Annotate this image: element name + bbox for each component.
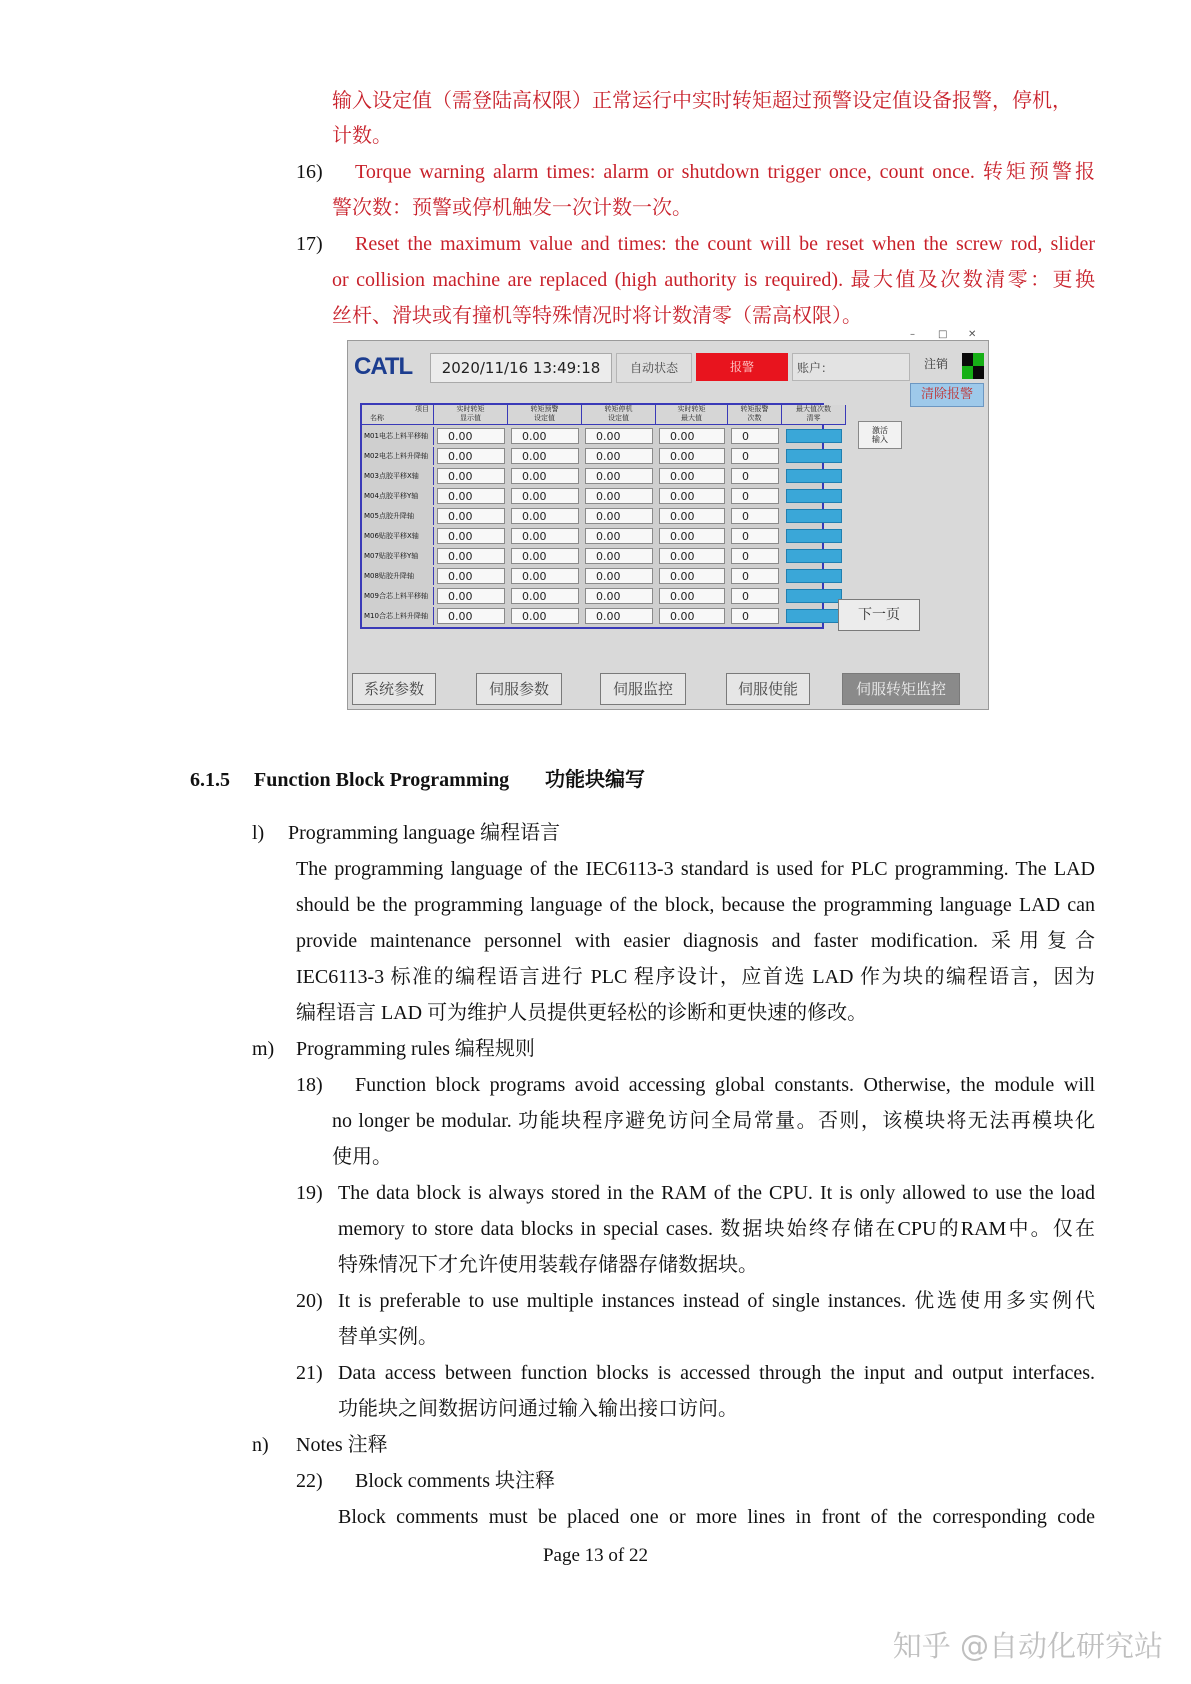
reset-max-button[interactable]	[786, 429, 842, 443]
torque-value-cell: 0.00	[659, 588, 725, 604]
torque-value-cell[interactable]: 0.00	[585, 568, 653, 584]
item-l-title: Programming language 编程语言	[288, 822, 561, 844]
item-22-number: 22)	[296, 1470, 323, 1492]
torque-table	[360, 403, 831, 629]
item-17-line-2: or collision machine are replaced (high authority is required). 最大值及次数清零：更换	[332, 269, 1095, 291]
intro-line-1: 输入设定值（需登陆高权限）正常运行中实时转矩超过预警设定值设备报警，停机，	[332, 90, 1072, 112]
hmi-tab[interactable]: 系统参数	[352, 673, 436, 705]
item-20-line-1: It is preferable to use multiple instances instead of single instances. 优选使用多实例代	[338, 1290, 1095, 1312]
torque-value-cell[interactable]: 0.00	[511, 448, 579, 464]
torque-value-cell: 0.00	[659, 548, 725, 564]
hmi-top-bar	[348, 353, 988, 383]
item-m-title: Programming rules 编程规则	[296, 1038, 535, 1060]
torque-value-cell[interactable]: 0.00	[511, 508, 579, 524]
table-row-name: M07贴胶平移Y轴	[362, 547, 434, 565]
torque-value-cell[interactable]: 0.00	[585, 528, 653, 544]
torque-value-cell: 0.00	[437, 548, 505, 564]
reset-max-button[interactable]	[786, 549, 842, 563]
item-16-line-1: Torque warning alarm times: alarm or shutdown trigger once, count once. 转矩预警报	[355, 161, 1095, 183]
item-l-label: l)	[252, 822, 265, 844]
item-l-para-4: IEC6113-3 标准的编程语言进行 PLC 程序设计，应首选 LAD 作为块的编程语言，因为	[296, 966, 1095, 988]
torque-value-cell[interactable]: 0.00	[511, 568, 579, 584]
section-number: 6.1.5	[190, 769, 230, 791]
item-19-line-1: The data block is always stored in the RAM of the CPU. It is only allowed to use the load	[338, 1182, 1095, 1204]
torque-value-cell: 0.00	[659, 488, 725, 504]
clear-alarm-button[interactable]: 清除报警	[910, 383, 984, 407]
torque-value-cell: 0.00	[659, 568, 725, 584]
table-column-header: 实时转矩 显示值	[434, 405, 508, 425]
reset-max-button[interactable]	[786, 589, 842, 603]
reset-max-button[interactable]	[786, 509, 842, 523]
item-l-para-5: 编程语言 LAD 可为维护人员提供更轻松的诊断和更快速的修改。	[296, 1002, 868, 1024]
item-l-para-3: provide maintenance personnel with easier diagnosis and faster modification. 采用复合	[296, 930, 1095, 952]
torque-value-cell: 0.00	[659, 468, 725, 484]
item-18-line-1: Function block programs avoid accessing global constants. Otherwise, the module will	[355, 1074, 1095, 1096]
table-row-name: M09合芯上料平移轴	[362, 587, 434, 605]
table-row-name: M08贴胶升降轴	[362, 567, 434, 585]
account-label: 账户：	[792, 353, 910, 381]
minimize-icon[interactable]: –	[910, 329, 915, 340]
auto-state-label: 自动状态	[616, 353, 692, 383]
hmi-tab[interactable]: 伺服监控	[600, 673, 686, 705]
item-18-line-3: 使用。	[332, 1146, 392, 1168]
hmi-tab[interactable]: 伺服转矩监控	[842, 673, 960, 705]
item-19-line-3: 特殊情况下才允许使用装载存储器存储数据块。	[338, 1254, 758, 1276]
item-n-title: Notes 注释	[296, 1434, 388, 1456]
torque-value-cell[interactable]: 0.00	[585, 468, 653, 484]
hmi-screenshot	[347, 329, 989, 710]
table-column-header: 转矩停机 设定值	[582, 405, 656, 425]
alarm-count-cell: 0	[731, 508, 779, 524]
reset-max-button[interactable]	[786, 489, 842, 503]
table-column-header: 转矩预警 设定值	[508, 405, 582, 425]
table-row-name: M06贴胶平移X轴	[362, 527, 434, 545]
alarm-count-cell: 0	[731, 548, 779, 564]
alarm-count-cell: 0	[731, 468, 779, 484]
torque-value-cell: 0.00	[437, 448, 505, 464]
torque-value-cell[interactable]: 0.00	[511, 588, 579, 604]
alarm-count-cell: 0	[731, 448, 779, 464]
table-corner-header: 项目 名称	[362, 405, 434, 425]
table-column-header: 最大值次数 清零	[782, 405, 846, 425]
item-l-para-1: The programming language of the IEC6113-3 standard is used for PLC programming. The LAD	[296, 858, 1095, 880]
logout-button[interactable]: 注销	[923, 357, 948, 371]
alarm-count-cell: 0	[731, 528, 779, 544]
item-n-label: n)	[252, 1434, 269, 1456]
next-page-button[interactable]: 下一页	[838, 599, 920, 631]
torque-value-cell: 0.00	[437, 508, 505, 524]
torque-value-cell[interactable]: 0.00	[585, 488, 653, 504]
alarm-count-cell: 0	[731, 568, 779, 584]
torque-value-cell[interactable]: 0.00	[585, 508, 653, 524]
item-17-number: 17)	[296, 233, 323, 255]
item-21-line-1: Data access between function blocks is accessed through the input and output interfaces.	[338, 1362, 1095, 1384]
activate-input-button[interactable]: 激活 输入	[858, 421, 902, 449]
reset-max-button[interactable]	[786, 569, 842, 583]
item-17-line-3: 丝杆、滑块或有撞机等特殊情况时将计数清零（需高权限）。	[332, 305, 862, 327]
item-l-para-2: should be the programming language of the block, because the programming language LAD can	[296, 894, 1095, 916]
item-19-line-2: memory to store data blocks in special cases. 数据块始终存储在CPU的RAM中。仅在	[338, 1218, 1095, 1240]
alarm-indicator: 报警	[696, 353, 788, 381]
torque-value-cell: 0.00	[659, 428, 725, 444]
torque-value-cell: 0.00	[659, 608, 725, 624]
table-row-name: M01电芯上料平移轴	[362, 427, 434, 445]
section-title-en: Function Block Programming	[254, 769, 510, 791]
item-20-number: 20)	[296, 1290, 323, 1312]
torque-value-cell: 0.00	[437, 588, 505, 604]
reset-max-button[interactable]	[786, 609, 842, 623]
item-16-number: 16)	[296, 161, 323, 183]
table-row-name: M10合芯上料升降轴	[362, 607, 434, 625]
table-row-name: M05点胶升降轴	[362, 507, 434, 525]
item-22-title: Block comments 块注释	[355, 1470, 555, 1492]
item-19-number: 19)	[296, 1182, 323, 1204]
table-column-header: 转矩报警 次数	[728, 405, 782, 425]
torque-value-cell: 0.00	[437, 468, 505, 484]
torque-value-cell[interactable]: 0.00	[585, 608, 653, 624]
table-column-header: 实时转矩 最大值	[656, 405, 728, 425]
torque-value-cell: 0.00	[437, 608, 505, 624]
torque-value-cell: 0.00	[437, 488, 505, 504]
table-row-name: M02电芯上料升降轴	[362, 447, 434, 465]
torque-value-cell[interactable]: 0.00	[511, 488, 579, 504]
watermark: 知乎 @自动化研究站	[892, 1629, 1163, 1663]
maximize-icon[interactable]: □	[938, 329, 948, 340]
hmi-datetime: 2020/11/16 13:49:18	[430, 353, 612, 383]
section-title-cn: 功能块编写	[545, 769, 645, 791]
torque-value-cell: 0.00	[437, 568, 505, 584]
item-18-line-2: no longer be modular. 功能块程序避免访问全局常量。否则，该模块将无法再模块化	[332, 1110, 1095, 1132]
status-flag-icon	[962, 353, 984, 379]
alarm-count-cell: 0	[731, 588, 779, 604]
item-m-label: m)	[252, 1038, 275, 1060]
torque-value-cell[interactable]: 0.00	[585, 548, 653, 564]
item-21-line-2: 功能块之间数据访问通过输入输出接口访问。	[338, 1398, 738, 1420]
hmi-tab[interactable]: 伺服参数	[476, 673, 562, 705]
torque-value-cell[interactable]: 0.00	[585, 428, 653, 444]
alarm-count-cell: 0	[731, 428, 779, 444]
intro-line-2: 计数。	[332, 125, 392, 147]
item-20-line-2: 替单实例。	[338, 1326, 438, 1348]
item-21-number: 21)	[296, 1362, 323, 1384]
torque-value-cell[interactable]: 0.00	[511, 428, 579, 444]
alarm-count-cell: 0	[731, 488, 779, 504]
table-row-name: M03点胶平移X轴	[362, 467, 434, 485]
reset-max-button[interactable]	[786, 469, 842, 483]
torque-value-cell: 0.00	[659, 508, 725, 524]
torque-value-cell[interactable]: 0.00	[511, 608, 579, 624]
close-icon[interactable]: ✕	[968, 329, 977, 340]
torque-value-cell[interactable]: 0.00	[511, 528, 579, 544]
catl-logo: CATL	[354, 353, 413, 380]
torque-value-cell[interactable]: 0.00	[511, 548, 579, 564]
torque-value-cell: 0.00	[659, 448, 725, 464]
item-16-line-2: 警次数：预警或停机触发一次计数一次。	[332, 197, 692, 219]
reset-max-button[interactable]	[786, 529, 842, 543]
torque-value-cell: 0.00	[437, 428, 505, 444]
hmi-tab[interactable]: 伺服使能	[726, 673, 810, 705]
reset-max-button[interactable]	[786, 449, 842, 463]
torque-value-cell[interactable]: 0.00	[511, 468, 579, 484]
page-footer: Page 13 of 22	[542, 1545, 648, 1566]
torque-value-cell[interactable]: 0.00	[585, 588, 653, 604]
table-row-name: M04点胶平移Y轴	[362, 487, 434, 505]
alarm-count-cell: 0	[731, 608, 779, 624]
torque-value-cell[interactable]: 0.00	[585, 448, 653, 464]
torque-value-cell: 0.00	[659, 528, 725, 544]
item-22-line-1: Block comments must be placed one or more lines in front of the corresponding code	[338, 1506, 1095, 1528]
torque-value-cell: 0.00	[437, 528, 505, 544]
item-17-line-1: Reset the maximum value and times: the count will be reset when the screw rod, slider	[355, 233, 1095, 255]
item-18-number: 18)	[296, 1074, 323, 1096]
